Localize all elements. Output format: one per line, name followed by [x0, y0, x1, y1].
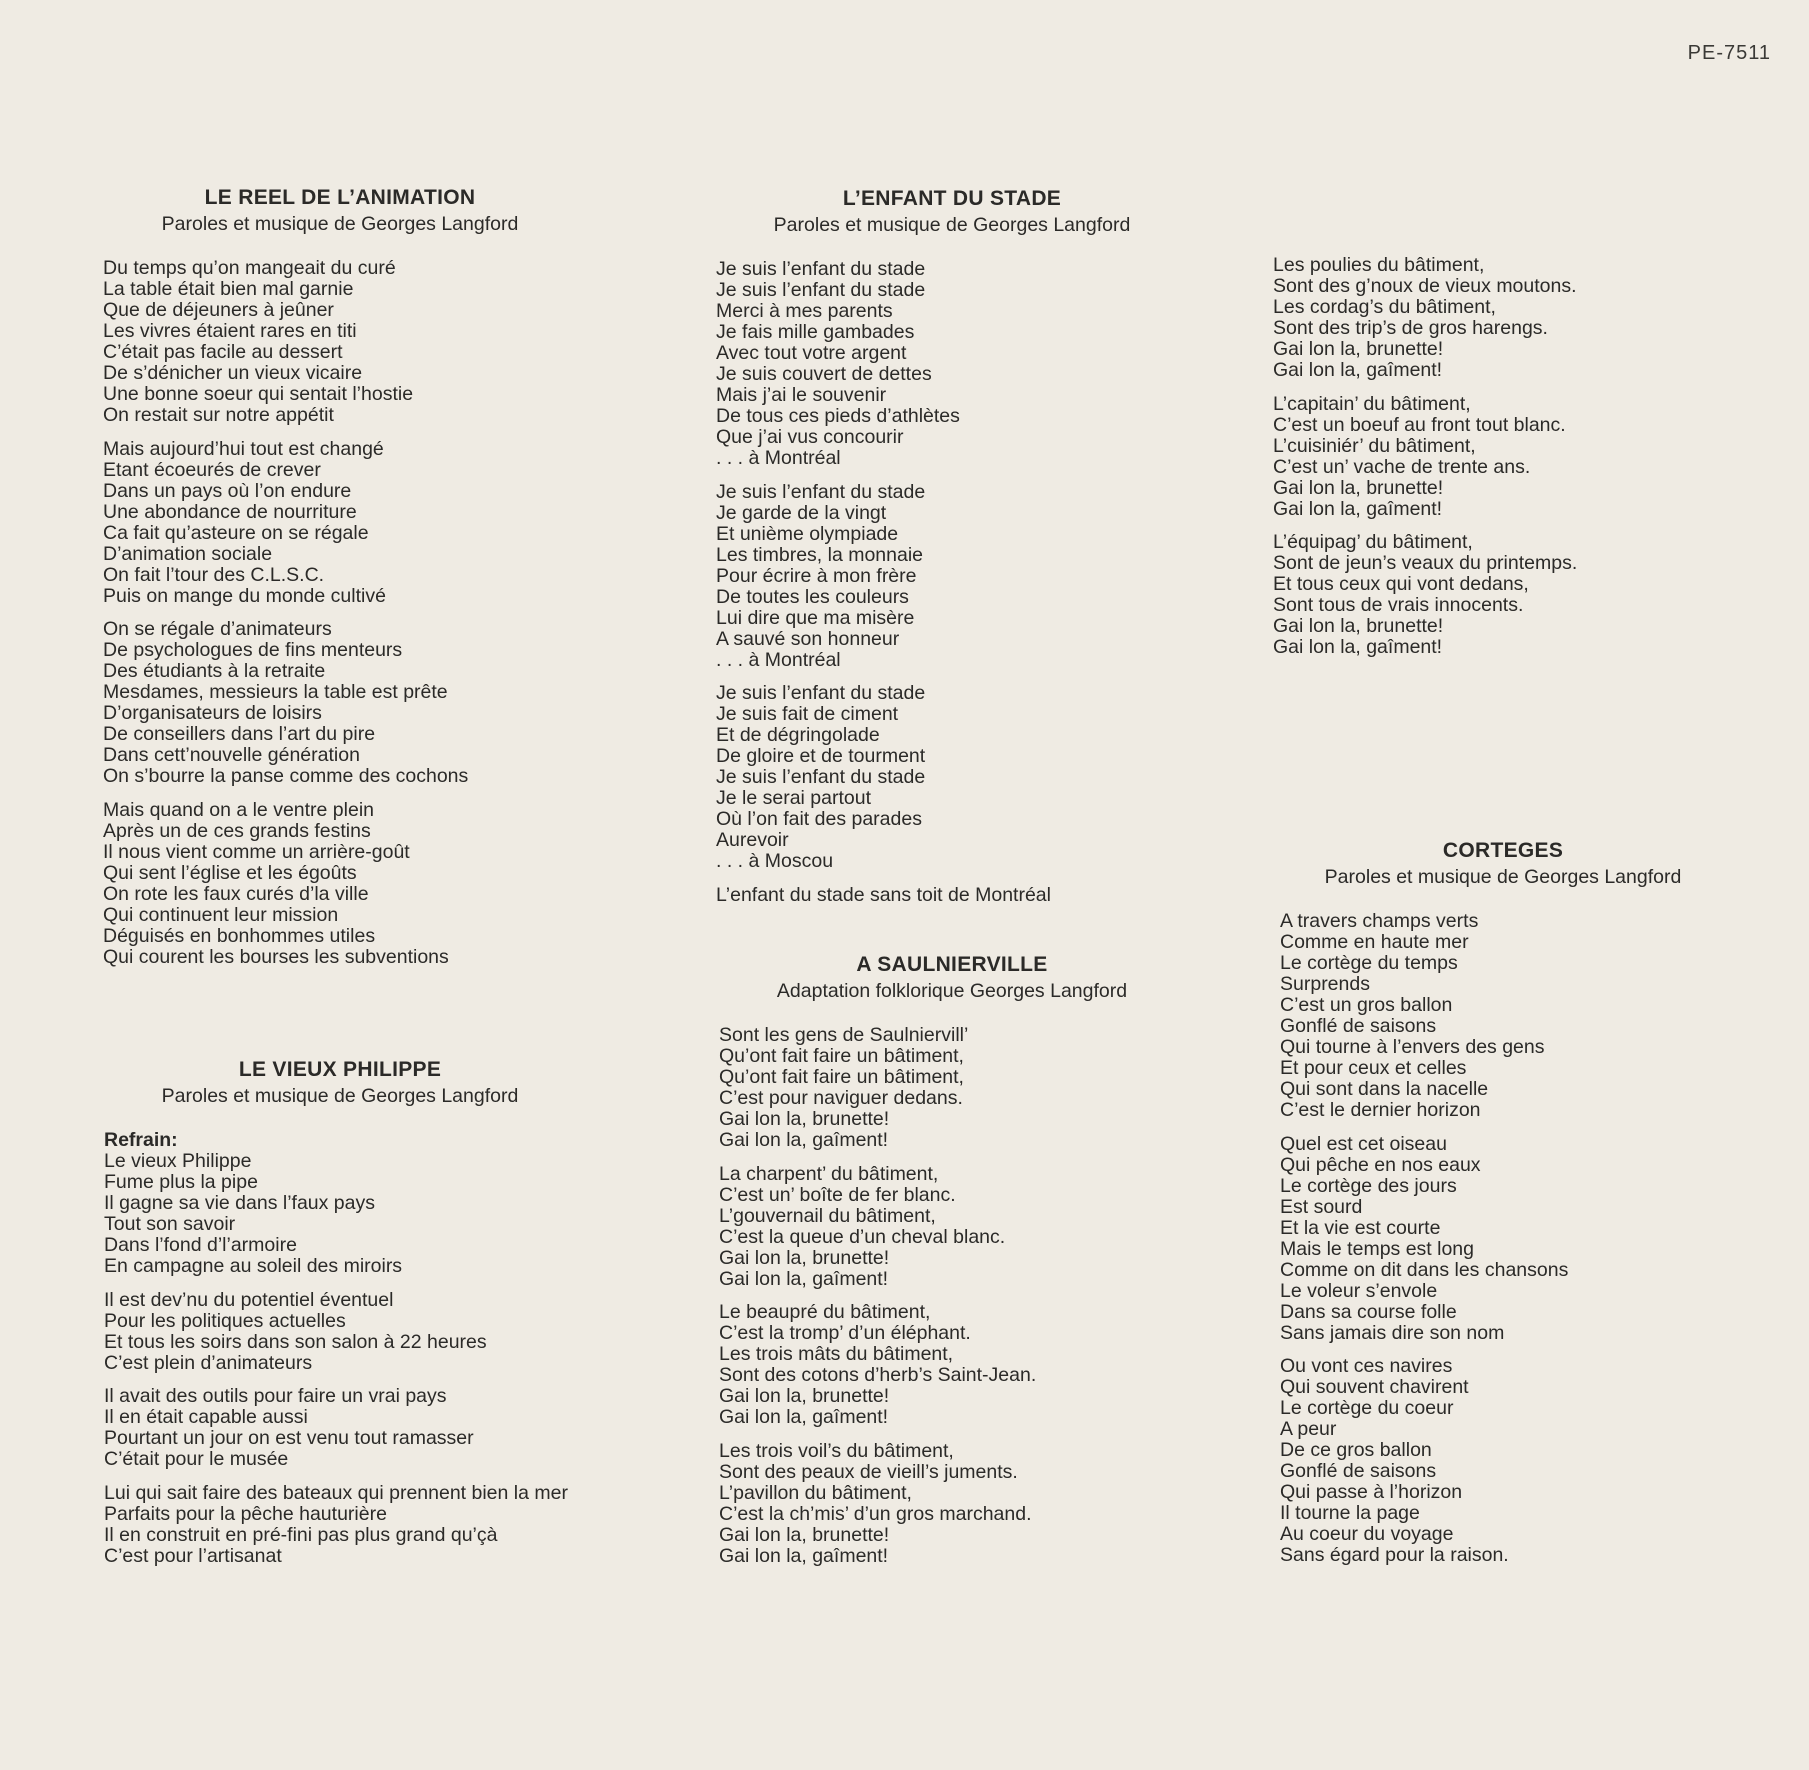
refrain-label: Refrain:: [104, 1129, 178, 1151]
lyric-line: . . . à Moscou: [716, 850, 834, 872]
lyric-line: De tous ces pieds d’athlètes: [716, 405, 960, 427]
lyric-line: Sont des trip’s de gros harengs.: [1273, 317, 1548, 339]
lyric-line: C’était pas facile au dessert: [103, 341, 343, 363]
lyric-line: Qui tourne à l’envers des gens: [1280, 1036, 1545, 1058]
lyric-line: Mais le temps est long: [1280, 1237, 1475, 1260]
lyric-line: Lui dire que ma misère: [716, 606, 915, 629]
stanza: [104, 1483, 600, 1567]
lyric-line: A sauvé son honneur: [716, 627, 900, 650]
lyric-line: Il tourne la page: [1280, 1502, 1420, 1524]
lyric-line: Déguisés en bonhommes utiles: [103, 924, 376, 947]
lyric-line: Gai lon la, brunette!: [719, 1523, 890, 1546]
lyric-line: Dans un pays où l’on endure: [103, 479, 352, 502]
lyric-line: Sont les gens de Saulniervill’: [719, 1024, 969, 1046]
lyric-line: Que j’ai vus concourir: [716, 426, 904, 448]
lyric-line: C’est la queue d’un cheval blanc.: [719, 1225, 1006, 1248]
lyric-line: Les timbres, la monnaie: [716, 543, 924, 566]
lyric-line: Il en était capable aussi: [104, 1406, 308, 1428]
stanza: [104, 1290, 600, 1374]
lyric-line: C’est un boeuf au front tout blanc.: [1273, 413, 1566, 436]
lyric-line: La table était bien mal garnie: [103, 278, 354, 300]
lyric-line: On se régale d’animateurs: [103, 618, 332, 640]
lyric-line: Il avait des outils pour faire un vrai pays: [104, 1385, 447, 1407]
lyric-line: Et tous ceux qui vont dedans,: [1273, 573, 1529, 595]
lyric-line: Que de déjeuners à jeûner: [103, 299, 334, 321]
lyric-line: C’est pour l’artisanat: [104, 1544, 282, 1567]
stanza: [716, 885, 1212, 906]
lyric-line: Qui sent l’église et les égoûts: [103, 861, 357, 884]
lyric-line: Des étudiants à la retraite: [103, 660, 326, 682]
lyric-line: Il nous vient comme un arrière-goût: [103, 840, 410, 863]
lyric-line: Gai lon la, gaîment!: [1273, 497, 1443, 520]
song-reel-de-l-animation: [80, 186, 600, 980]
lyric-line: C’est le dernier horizon: [1280, 1099, 1481, 1121]
lyrics: [104, 1130, 600, 1567]
lyric-line: Mais aujourd’hui tout est changé: [103, 437, 384, 460]
lyric-line: Au coeur du voyage: [1280, 1523, 1454, 1545]
lyric-line: Tout son savoir: [104, 1213, 236, 1235]
lyric-line: Gai lon la, gaîment!: [719, 1267, 889, 1290]
stanza: [719, 1164, 1212, 1290]
lyric-line: Les vivres étaient rares en titi: [103, 320, 357, 342]
lyric-line: De psychologues de fins menteurs: [103, 639, 403, 661]
stanza: [103, 619, 600, 787]
lyric-line: Gonflé de saisons: [1280, 1460, 1437, 1482]
lyric-line: Le beaupré du bâtiment,: [719, 1301, 931, 1323]
lyric-line: Je suis l’enfant du stade: [716, 480, 926, 503]
stanza: [103, 800, 600, 968]
lyric-line: Sont de jeun’s veaux du printemps.: [1273, 552, 1578, 574]
lyric-line: Etant écoeurés de crever: [103, 458, 321, 481]
lyric-line: Et tous les soirs dans son salon à 22 heures: [104, 1330, 487, 1353]
lyric-line: Gai lon la, brunette!: [1273, 615, 1444, 637]
lyric-line: Le cortège des jours: [1280, 1174, 1457, 1197]
lyric-line: Comme on dit dans les chansons: [1280, 1258, 1569, 1281]
lyric-line: Pour les politiques actuelles: [104, 1309, 346, 1332]
lyric-line: Qui courent les bourses les subventions: [103, 945, 449, 968]
stanza: [1273, 255, 1793, 381]
lyric-line: La charpent’ du bâtiment,: [719, 1162, 939, 1185]
lyric-line: Gai lon la, brunette!: [719, 1385, 890, 1407]
lyric-line: D’organisateurs de loisirs: [103, 702, 322, 724]
lyric-line: Gai lon la, brunette!: [719, 1108, 890, 1130]
lyric-line: Les trois voil’s du bâtiment,: [719, 1439, 954, 1462]
lyric-line: De toutes les couleurs: [716, 585, 909, 608]
lyric-line: Qui sont dans la nacelle: [1280, 1078, 1489, 1100]
lyric-line: Gai lon la, gaîment!: [719, 1129, 889, 1151]
stanza: [716, 259, 1212, 469]
lyric-line: D’animation sociale: [103, 542, 273, 565]
lyric-line: Les poulies du bâtiment,: [1273, 254, 1485, 276]
song-credit: Adaptation folklorique Georges Langford: [776, 980, 1128, 1002]
lyric-line: Gai lon la, gaîment!: [1273, 636, 1443, 658]
lyric-line: Puis on mange du monde cultivé: [103, 584, 386, 607]
lyric-line: C’est un gros ballon: [1280, 994, 1453, 1016]
lyric-line: Dans cett’nouvelle génération: [103, 744, 360, 766]
lyric-line: Qui souvent chavirent: [1280, 1376, 1469, 1398]
song-credit: Paroles et musique de Georges Langford: [1324, 866, 1682, 888]
lyric-line: Mais quand on a le ventre plein: [103, 798, 375, 821]
lyric-line: C’était pour le musée: [104, 1448, 289, 1470]
stanza: [716, 482, 1212, 671]
lyric-line: Mais j’ai le souvenir: [716, 384, 887, 406]
lyric-line: C’est pour naviguer dedans.: [719, 1087, 963, 1109]
lyric-line: Je suis couvert de dettes: [716, 363, 932, 385]
lyric-line: Et pour ceux et celles: [1280, 1057, 1467, 1079]
stanza: [719, 1441, 1212, 1567]
song-a-saulnierville-continued: [1273, 255, 1793, 671]
lyric-line: Qu’ont fait faire un bâtiment,: [719, 1066, 964, 1088]
lyric-line: On rote les faux curés d’la ville: [103, 882, 369, 905]
lyric-line: Il est dev’nu du potentiel éventuel: [104, 1288, 394, 1311]
lyric-line: C’est plein d’animateurs: [104, 1351, 313, 1374]
stanza: [719, 1302, 1212, 1428]
lyric-line: On fait l’tour des C.L.S.C.: [103, 563, 325, 586]
lyric-line: Je le serai partout: [716, 787, 872, 809]
lyric-line: L’cuisiniér’ du bâtiment,: [1273, 434, 1476, 457]
lyric-line: On restait sur notre appétit: [103, 404, 334, 426]
lyric-line: Je suis l’enfant du stade: [716, 766, 926, 788]
lyric-line: C’est la tromp’ d’un éléphant.: [719, 1322, 971, 1344]
lyric-line: C’est la ch’mis’ d’un gros marchand.: [719, 1502, 1032, 1525]
lyric-line: Dans l’fond d’l’armoire: [104, 1234, 297, 1256]
song-title: L’ENFANT DU STADE: [842, 187, 1062, 210]
lyric-line: Dans sa course folle: [1280, 1300, 1457, 1323]
lyric-line: Qu’ont fait faire un bâtiment,: [719, 1045, 964, 1067]
lyric-line: . . . à Montréal: [716, 648, 841, 671]
lyric-line: Une abondance de nourriture: [103, 500, 357, 523]
song-l-enfant-du-stade: [692, 187, 1212, 918]
lyric-line: Comme en haute mer: [1280, 931, 1469, 953]
lyrics: [103, 258, 600, 968]
lyric-line: Sont des cotons d’herb’s Saint-Jean.: [719, 1364, 1037, 1386]
lyric-line: L’équipag’ du bâtiment,: [1273, 531, 1473, 553]
lyric-line: Je garde de la vingt: [716, 501, 887, 524]
lyric-line: L’pavillon du bâtiment,: [719, 1481, 912, 1504]
lyric-line: Pourtant un jour on est venu tout ramasser: [104, 1427, 474, 1449]
lyric-line: Il en construit en pré-fini pas plus grand qu’çà: [104, 1523, 498, 1546]
lyric-line: Sont des peaux de vieill’s juments.: [719, 1460, 1018, 1483]
lyric-line: Est sourd: [1280, 1195, 1363, 1218]
lyric-line: Qui passe à l’horizon: [1280, 1481, 1463, 1503]
lyrics: [719, 1025, 1212, 1567]
lyric-line: De ce gros ballon: [1280, 1439, 1432, 1461]
lyric-line: De conseillers dans l’art du pire: [103, 723, 376, 745]
stanza: [716, 683, 1212, 872]
lyric-line: Qui pêche en nos eaux: [1280, 1153, 1481, 1176]
stanza: [103, 439, 600, 607]
lyric-line: A travers champs verts: [1280, 910, 1479, 932]
lyric-line: Et unième olympiade: [716, 522, 899, 545]
lyric-line: Parfaits pour la pêche hauturière: [104, 1502, 387, 1525]
song-title: LE VIEUX PHILIPPE: [238, 1058, 442, 1081]
lyric-line: Après un de ces grands festins: [103, 819, 371, 842]
stanza: [1280, 911, 1763, 1121]
lyric-line: Le voleur s’envole: [1280, 1279, 1438, 1302]
lyric-line: Gai lon la, brunette!: [719, 1246, 890, 1269]
lyric-line: Ou vont ces navires: [1280, 1355, 1453, 1377]
lyric-line: Sont tous de vrais innocents.: [1273, 594, 1524, 616]
lyric-line: Je suis l’enfant du stade: [716, 682, 926, 704]
lyric-line: Du temps qu’on mangeait du curé: [103, 257, 396, 279]
lyrics: [1280, 911, 1763, 1566]
lyric-line: Il gagne sa vie dans l’faux pays: [104, 1192, 376, 1214]
lyric-line: Gai lon la, gaîment!: [1273, 359, 1443, 381]
lyric-line: L’capitain’ du bâtiment,: [1273, 392, 1471, 415]
song-le-vieux-philippe: [80, 1058, 600, 1579]
lyric-line: Gai lon la, brunette!: [1273, 476, 1444, 499]
lyric-line: C’est un’ vache de trente ans.: [1273, 455, 1531, 478]
song-credit: Paroles et musique de Georges Langford: [161, 1085, 519, 1107]
stanza: [1280, 1356, 1763, 1566]
lyric-line: . . . à Montréal: [716, 447, 841, 469]
lyric-line: Je suis fait de ciment: [716, 703, 899, 725]
lyric-line: Et de dégringolade: [716, 724, 880, 746]
lyric-line: Et la vie est courte: [1280, 1216, 1441, 1239]
lyric-line: Je suis l’enfant du stade: [716, 258, 926, 280]
lyric-line: Quel est cet oiseau: [1280, 1132, 1447, 1155]
lyric-line: Le cortège du coeur: [1280, 1397, 1454, 1419]
song-credit: Paroles et musique de Georges Langford: [773, 214, 1131, 236]
lyrics: [716, 259, 1212, 906]
stanza: [104, 1386, 600, 1470]
lyric-line: Gai lon la, gaîment!: [719, 1406, 889, 1428]
lyric-line: Aurevoir: [716, 829, 789, 851]
song-title: LE REEL DE L’ANIMATION: [204, 186, 476, 209]
lyric-line: Fume plus la pipe: [104, 1171, 258, 1193]
lyric-line: L’enfant du stade sans toit de Montréal: [716, 883, 1051, 906]
stanza: [104, 1151, 600, 1277]
song-title: A SAULNIERVILLE: [856, 953, 1048, 976]
lyric-line: Je suis l’enfant du stade: [716, 279, 926, 301]
lyric-line: De gloire et de tourment: [716, 745, 926, 767]
stanza: [1273, 532, 1793, 658]
lyric-line: Sans jamais dire son nom: [1280, 1321, 1505, 1344]
lyric-line: Sans égard pour la raison.: [1280, 1544, 1509, 1566]
lyric-line: Je fais mille gambades: [716, 321, 915, 343]
lyric-line: Mesdames, messieurs la table est prête: [103, 681, 448, 703]
lyric-line: Le cortège du temps: [1280, 952, 1458, 974]
lyrics: [1273, 255, 1793, 658]
song-a-saulnierville: [692, 953, 1212, 1579]
lyric-line: Où l’on fait des parades: [716, 808, 922, 830]
stanza: [103, 258, 600, 426]
lyric-line: Pour écrire à mon frère: [716, 564, 917, 587]
lyric-line: Une bonne soeur qui sentait l’hostie: [103, 383, 414, 405]
song-corteges: [1243, 839, 1763, 1579]
lyric-line: Ca fait qu’asteure on se régale: [103, 521, 369, 544]
lyric-line: Sont des g’noux de vieux moutons.: [1273, 275, 1577, 297]
lyric-line: Gai lon la, gaîment!: [719, 1544, 889, 1567]
lyric-line: On s’bourre la panse comme des cochons: [103, 765, 469, 787]
lyric-line: A peur: [1280, 1418, 1337, 1440]
lyric-line: De s’dénicher un vieux vicaire: [103, 362, 363, 384]
lyric-line: Surprends: [1280, 973, 1370, 995]
lyric-line: Les trois mâts du bâtiment,: [719, 1343, 954, 1365]
song-credit: Paroles et musique de Georges Langford: [161, 213, 519, 235]
lyric-line: Gonflé de saisons: [1280, 1015, 1437, 1037]
lyric-line: L’gouvernail du bâtiment,: [719, 1204, 936, 1227]
lyric-line: Merci à mes parents: [716, 300, 893, 322]
lyric-line: Le vieux Philippe: [104, 1150, 252, 1172]
lyric-line: Lui qui sait faire des bateaux qui prennent bien la mer: [104, 1481, 568, 1504]
lyric-line: Avec tout votre argent: [716, 342, 907, 364]
lyric-line: Gai lon la, brunette!: [1273, 338, 1444, 360]
stanza: [1273, 394, 1793, 520]
stanza: [1280, 1134, 1763, 1344]
lyric-line: C’est un’ boîte de fer blanc.: [719, 1183, 956, 1206]
lyric-line: En campagne au soleil des miroirs: [104, 1255, 403, 1277]
catalog-number: PE-7511: [1687, 42, 1771, 64]
song-title: CORTEGES: [1442, 839, 1564, 862]
lyric-line: Qui continuent leur mission: [103, 903, 339, 926]
lyric-line: Les cordag’s du bâtiment,: [1273, 296, 1496, 318]
stanza: [719, 1025, 1212, 1151]
